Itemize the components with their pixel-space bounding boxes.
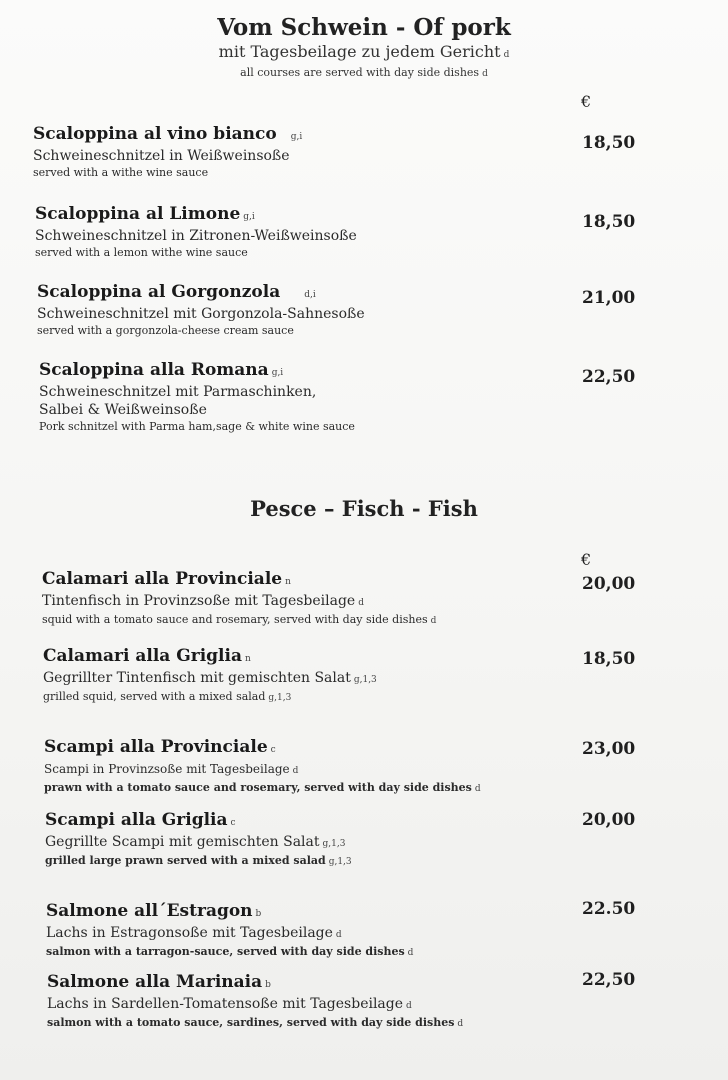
item-description-de: Schweineschnitzel mit Parmaschinken, [39,384,317,400]
item-price: 23,00 [582,739,636,759]
item-price: 22,50 [582,367,636,387]
item-description-en: prawn with a tomato sauce and rosemary, served with day side dishes [44,781,472,794]
allergen-note: d,i [304,290,316,300]
item-price: 18,50 [582,133,636,153]
item-description-en: salmon with a tomato sauce, sardines, served with day side dishes [47,1016,455,1029]
menu-item: Scampi alla Provinciale c Scampi in Provinzsoße mit Tagesbeilage d prawn with a tomato sauce and rosemary, served with day side dishes d [44,737,481,794]
menu-item [33,124,302,181]
item-price: 22,50 [582,970,636,990]
allergen-note: n [285,577,291,587]
item-price: 20,00 [582,810,636,830]
menu-item [39,360,355,435]
item-description-de: Lachs in Estragonsoße mit Tagesbeilage [46,925,333,941]
menu-item [37,282,365,339]
allergen-note: b [265,980,271,990]
item-name: Scaloppina al Gorgonzola [37,282,281,302]
menu-item [35,204,357,261]
pork-section-title: Vom Schwein - Of pork [217,14,511,41]
item-name: Calamari alla Provinciale [42,569,283,589]
item-description-en: Pork schnitzel with Parma ham,sage & white wine sauce [39,420,355,433]
item-description-en: grilled large prawn served with a mixed salad [45,854,326,867]
allergen-note: g,i [243,212,255,222]
item-name: Salmone alla Marinaia [47,972,263,992]
pork-currency-symbol: € [581,92,592,111]
item-name: Scampi alla Provinciale [44,737,268,757]
menu-item: Calamari alla Griglia n Gegrillter Tintenfisch mit gemischten Salat g,1,3 grilled squid, served with a mixed salad g,1,3 [43,646,377,703]
pork-subtitle-de: mit Tagesbeilage zu jedem Gericht d [218,42,510,61]
item-name: Scaloppina al Limone [35,204,241,224]
fish-section-title: Pesce – Fisch - Fish [250,496,478,521]
item-description-en: salmon with a tarragon-sauce, served with day side dishes [46,945,405,958]
menu-item: Salmone all´Estragon b Lachs in Estragonsoße mit Tagesbeilage d salmon with a tarragon-sauce, served with day side dishes d [46,901,414,958]
item-price: 20,00 [582,574,636,594]
item-description-en: served with a gorgonzola-cheese cream sauce [37,324,294,337]
item-price: 18,50 [582,212,636,232]
item-description-en: grilled squid, served with a mixed salad [43,690,266,703]
allergen-note: g,i [290,132,303,142]
allergen-note: c [230,818,236,828]
item-name: Scampi alla Griglia [45,810,228,830]
item-name: Scaloppina al vino bianco [33,124,277,144]
item-price: 21,00 [582,288,636,308]
menu-item: Calamari alla Provinciale n Tintenfisch in Provinzsoße mit Tagesbeilage d squid with a tomato sauce and rosemary, served with day side dishes d [42,569,437,626]
allergen-note: b [255,909,262,919]
item-description-en: squid with a tomato sauce and rosemary, served with day side dishes [42,613,428,626]
allergen-note: n [244,654,251,664]
menu-item: Salmone alla Marinaia b Lachs in Sardellen-Tomatensoße mit Tagesbeilage d salmon with a tomato sauce, sardines, served with day side dishes d [47,972,464,1029]
item-name: Salmone all´Estragon [46,901,253,921]
item-description-de: Schweineschnitzel in Zitronen-Weißweinsoße [35,228,357,244]
item-price: 18,50 [582,649,636,669]
allergen-note: c [270,745,276,755]
item-description-de: Scampi in Provinzsoße mit Tagesbeilage [44,762,290,776]
item-description-de: Schweineschnitzel mit Gorgonzola-Sahnesoße [37,306,365,322]
allergen-note: g,i [271,368,284,378]
item-description-en: served with a withe wine sauce [33,166,209,179]
item-description-de-line2: Salbei & Weißweinsoße [39,402,207,418]
item-description-de: Tintenfisch in Provinzsoße mit Tagesbeilage [42,593,356,609]
menu-item: Scampi alla Griglia c Gegrillte Scampi mit gemischten Salat g,1,3 grilled large prawn served with a mixed salad g,1,3 [45,810,352,867]
item-price: 22.50 [582,899,636,919]
item-description-de: Lachs in Sardellen-Tomatensoße mit Tagesbeilage [47,996,404,1012]
item-description-de: Gegrillter Tintenfisch mit gemischten Salat [43,670,351,686]
item-name: Calamari alla Griglia [43,646,242,666]
item-description-de: Schweineschnitzel in Weißweinsoße [33,148,290,164]
pork-subtitle-en: all courses are served with day side dishes d [240,66,488,79]
item-name: Scaloppina alla Romana [39,360,269,380]
item-description-de: Gegrillte Scampi mit gemischten Salat [45,834,320,850]
fish-currency-symbol: € [581,550,592,569]
item-description-en: served with a lemon withe wine sauce [35,246,248,259]
